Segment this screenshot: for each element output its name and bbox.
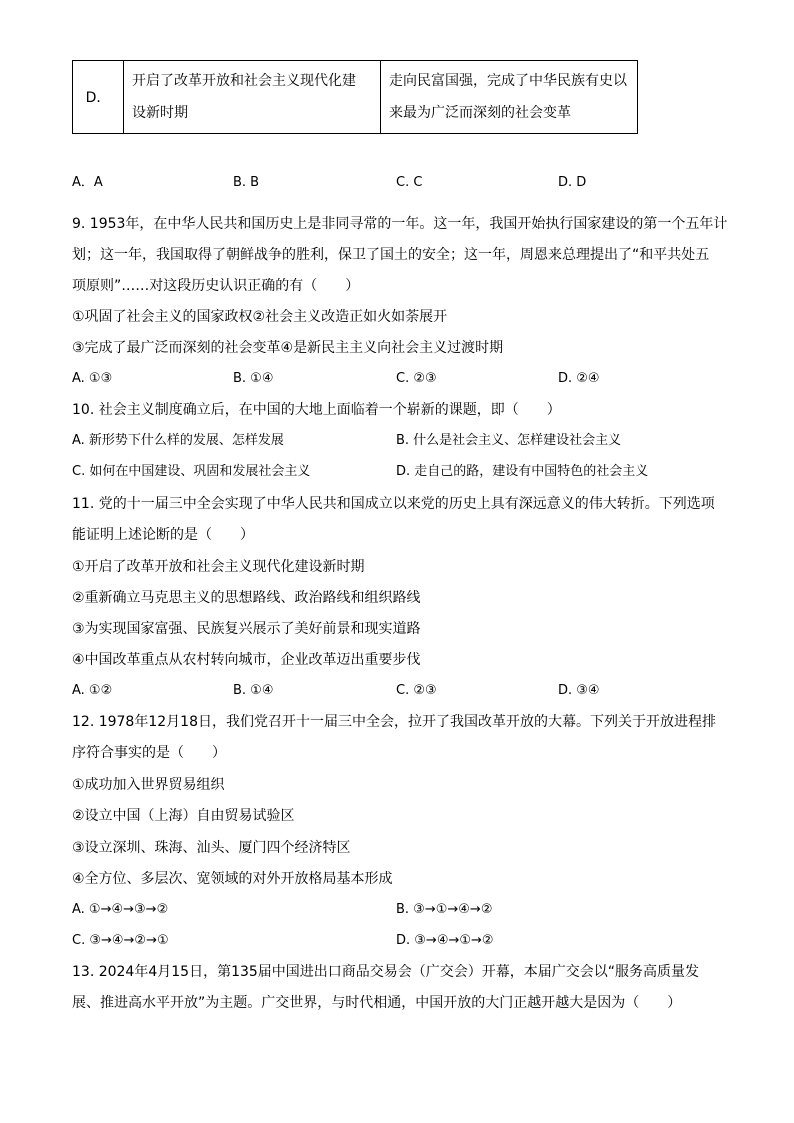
q8-option-b: B. B (233, 175, 260, 190)
table-cell-text: 走向民富国强，完成了中华民族有史以 (389, 73, 627, 89)
q12-option-c: C. ③→④→②→① (72, 933, 169, 948)
table-cell-text: 来最为广泛而深刻的社会变革 (389, 105, 571, 121)
q11-stem-line: 11. 党的十一届三中全会实现了中华人民共和国成立以来党的历史上具有深远意义的伟大转折。下列选项 (72, 496, 715, 512)
q12-statement: ②设立中国（上海）自由贸易试验区 (72, 808, 295, 824)
q13-stem-line: 展、推进高水平开放”为主题。广交世界，与时代相通，中国开放的大门正越开越大是因为（ ） (72, 995, 682, 1011)
q11-statement: ④中国改革重点从农村转向城市，企业改革迈出重要步伐 (72, 652, 421, 668)
table-cell-significance (381, 61, 638, 134)
q11-statement: ①开启了改革开放和社会主义现代化建设新时期 (72, 559, 365, 575)
q10-option-d: D. 走自己的路，建设有中国特色的社会主义 (396, 464, 649, 479)
q12-statement: ③设立深圳、珠海、汕头、厦门四个经济特区 (72, 840, 351, 856)
q12-stem-line: 12. 1978年12月18日，我们党召开十一届三中全会，拉开了我国改革开放的大幕。下列关于开放进程排 (72, 714, 716, 730)
q10-option-a: A. 新形势下什么样的发展、怎样发展 (72, 433, 284, 448)
table-row (73, 61, 638, 134)
table-option-label: D． (73, 61, 124, 134)
q11-statement: ②重新确立马克思主义的思想路线、政治路线和组织路线 (72, 590, 421, 606)
q9-stem-line: 项原则”……对这段历史认识正确的有（ ） (72, 278, 360, 294)
q9-stem-line: 划；这一年，我国取得了朝鲜战争的胜利，保卫了国土的安全；这一年，周恩来总理提出了“和平共处五 (72, 247, 710, 263)
q11-option-b: B. ①④ (233, 683, 274, 698)
q12-stem-line: 序符合事实的是（ ） (72, 745, 226, 761)
table-cell-text: 设新时期 (132, 105, 188, 121)
q8-option-d: D. D (558, 175, 587, 190)
q9-statement: ①巩固了社会主义的国家政权②社会主义改造正如火如荼展开 (72, 309, 448, 325)
q10-option-c: C. 如何在中国建设、巩固和发展社会主义 (72, 464, 311, 479)
table-cell-event (124, 61, 381, 134)
q9-option-c: C. ②③ (396, 371, 437, 386)
q10-option-b: B. 什么是社会主义、怎样建设社会主义 (396, 433, 622, 448)
q13-stem-line: 13. 2024年4月15日，第135届中国进出口商品交易会（广交会）开幕，本届广交会以“服务高质量发 (72, 964, 700, 980)
q12-statement: ④全方位、多层次、宽领域的对外开放格局基本形成 (72, 871, 393, 887)
q11-option-a: A. ①② (72, 683, 113, 698)
q10-stem-line: 10. 社会主义制度确立后，在中国的大地上面临着一个崭新的课题，即（ ） (72, 402, 561, 418)
q9-stem-line: 9. 1953年，在中华人民共和国历史上是非同寻常的一年。这一年，我国开始执行国家建设的第一个五年计 (72, 216, 728, 232)
q11-option-d: D. ③④ (558, 683, 600, 698)
answer-option-table (72, 60, 638, 134)
q12-option-d: D. ③→④→①→② (396, 933, 494, 948)
q9-option-d: D. ②④ (558, 371, 600, 386)
q8-option-a: A．A (72, 175, 103, 190)
q11-option-c: C. ②③ (396, 683, 437, 698)
q12-option-a: A. ①→④→③→② (72, 902, 169, 917)
q9-statement: ③完成了最广泛而深刻的社会变革④是新民主主义向社会主义过渡时期 (72, 340, 504, 356)
table-cell-text: 开启了改革开放和社会主义现代化建 (132, 73, 356, 89)
q9-option-b: B. ①④ (233, 371, 274, 386)
q8-option-c: C. C (396, 175, 423, 190)
q11-stem-line: 能证明上述论断的是（ ） (72, 527, 254, 543)
q9-option-a: A. ①③ (72, 371, 113, 386)
q11-statement: ③为实现国家富强、民族复兴展示了美好前景和现实道路 (72, 621, 421, 637)
q12-statement: ①成功加入世界贸易组织 (72, 777, 225, 793)
q12-option-b: B. ③→①→④→② (396, 902, 493, 917)
